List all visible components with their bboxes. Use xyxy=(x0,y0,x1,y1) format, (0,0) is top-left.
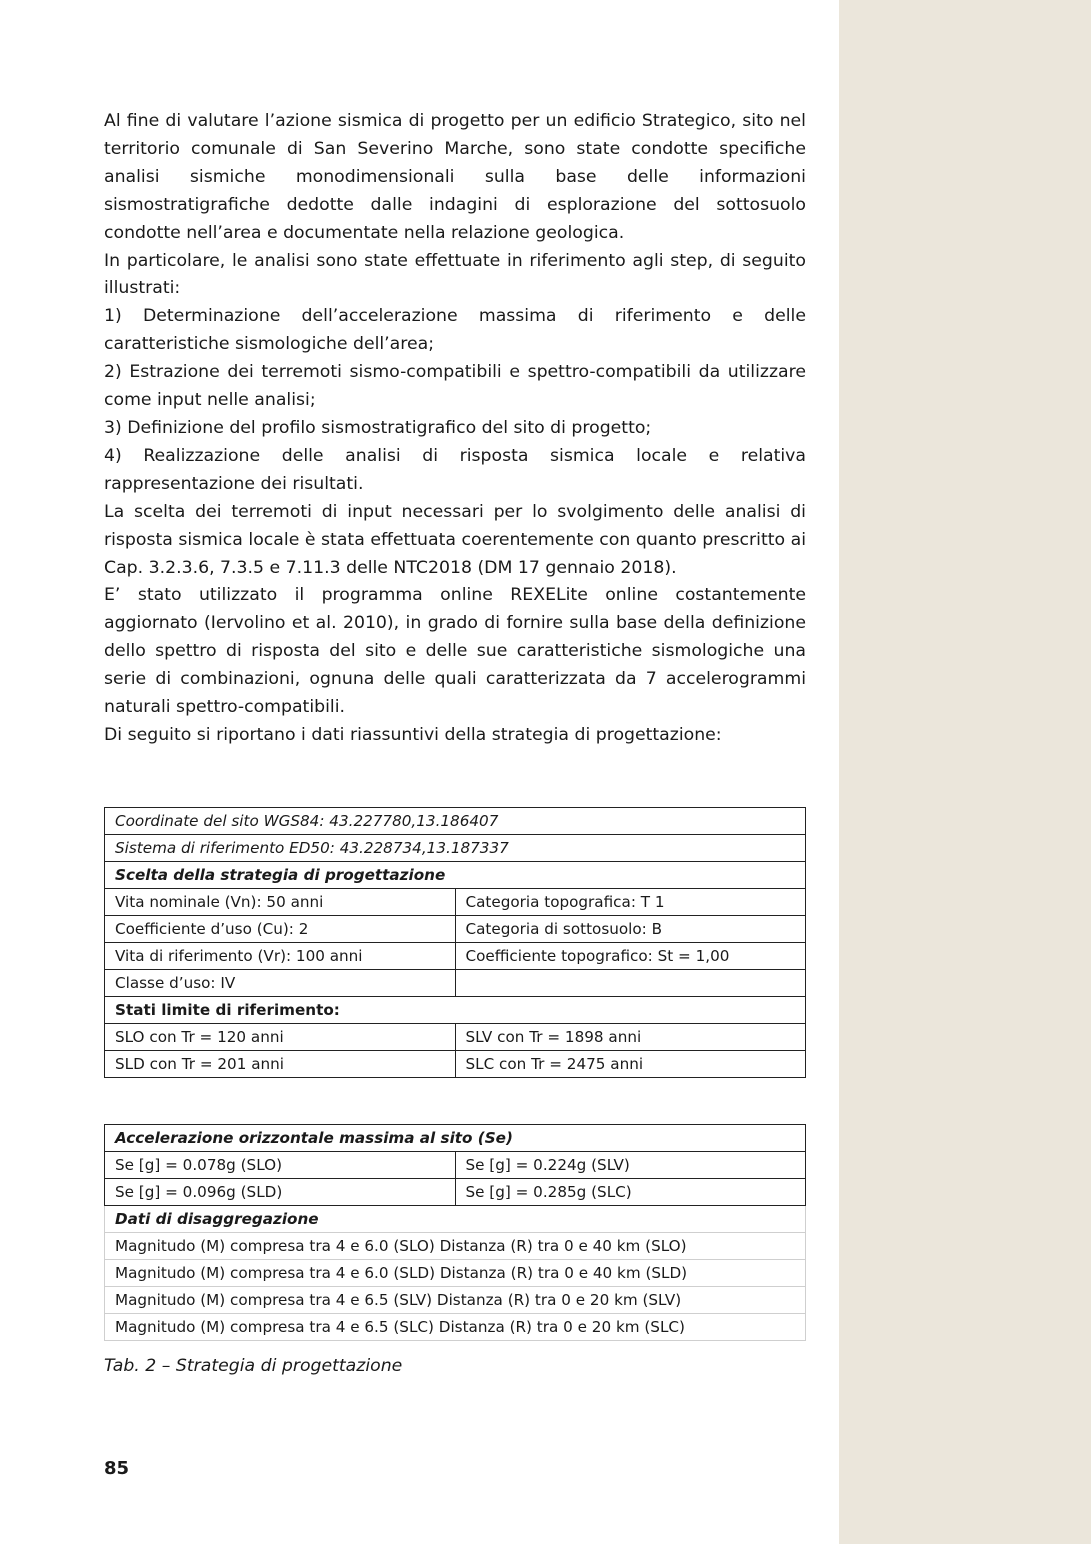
paragraph-step-3: 3) Definizione del profilo sismostratigrafico del sito di progetto; xyxy=(104,417,652,438)
table-cell: Se [g] = 0.285g (SLC) xyxy=(455,1179,806,1206)
table-row xyxy=(105,1051,806,1078)
table-caption: Tab. 2 – Strategia di progettazione xyxy=(104,1356,403,1376)
accel-header-cell: Accelerazione orizzontale massima al sito (Se) xyxy=(105,1125,806,1152)
paragraph-intro: Al fine di valutare l’azione sismica di progetto per un edificio Strategico, sito nel territorio comunale di San Severino Marche, sono state condotte specifiche analisi sismiche monodimensionali sulla base delle informazioni sismostratigrafiche dedotte dalle indagini di esplorazione del sottosuolo condotte nell’area e documentate nella relazione geologica. xyxy=(104,111,806,243)
table-cell-empty xyxy=(455,970,806,997)
disagg-cell: Magnitudo (M) compresa tra 4 e 6.5 (SLC) Distanza (R) tra 0 e 20 km (SLC) xyxy=(105,1314,806,1341)
paragraph-earthquake-choice: La scelta dei terremoti di input necessari per lo svolgimento delle analisi di risposta sismica locale è stata effettuata coerentemente con quanto prescritto ai Cap. 3.2.3.6, 7.3.5 e 7.11.3 delle NTC2018 (DM 17 gennaio 2018). xyxy=(104,501,806,578)
body-text-block xyxy=(104,108,806,750)
disagg-cell: Magnitudo (M) compresa tra 4 e 6.0 (SLD) Distanza (R) tra 0 e 40 km (SLD) xyxy=(105,1260,806,1287)
table-row xyxy=(105,1314,806,1341)
table-row xyxy=(105,1287,806,1314)
table-cell: Se [g] = 0.224g (SLV) xyxy=(455,1152,806,1179)
table-row xyxy=(105,997,806,1024)
paragraph-step-1: 1) Determinazione dell’accelerazione massima di riferimento e delle caratteristiche sismologiche dell’area; xyxy=(104,306,806,355)
design-strategy-table xyxy=(104,807,806,1078)
table-cell: SLD con Tr = 201 anni xyxy=(105,1051,456,1078)
table-row xyxy=(105,1125,806,1152)
table-cell: Categoria topografica: T 1 xyxy=(455,889,806,916)
table-cell: Categoria di sottosuolo: B xyxy=(455,916,806,943)
table-row xyxy=(105,808,806,835)
table-cell: Coefficiente topografico: St = 1,00 xyxy=(455,943,806,970)
table-cell: Coefficiente d’uso (Cu): 2 xyxy=(105,916,456,943)
disagg-cell: Magnitudo (M) compresa tra 4 e 6.0 (SLO) Distanza (R) tra 0 e 40 km (SLO) xyxy=(105,1233,806,1260)
table-cell: Vita di riferimento (Vr): 100 anni xyxy=(105,943,456,970)
disagg-cell: Magnitudo (M) compresa tra 4 e 6.5 (SLV) Distanza (R) tra 0 e 20 km (SLV) xyxy=(105,1287,806,1314)
paragraph-rexelite: E’ stato utilizzato il programma online REXELite online costantemente aggiornato (Iervolino et al. 2010), in grado di fornire sulla base della definizione dello spettro di risposta del sito e delle sue caratteristiche sismologiche una serie di combinazioni, ognuna delle quali caratterizzata da 7 accelerogrammi naturali spettro-compatibili. xyxy=(104,585,806,718)
table-cell: Se [g] = 0.096g (SLD) xyxy=(105,1179,456,1206)
table-row xyxy=(105,862,806,889)
table-cell: Se [g] = 0.078g (SLO) xyxy=(105,1152,456,1179)
table-row xyxy=(105,835,806,862)
table-row xyxy=(105,1152,806,1179)
table-row xyxy=(105,1233,806,1260)
table-row xyxy=(105,970,806,997)
paragraph-summary-intro: Di seguito si riportano i dati riassuntivi della strategia di progettazione: xyxy=(104,724,722,745)
table-row xyxy=(105,1260,806,1287)
coords-wgs84-cell: Coordinate del sito WGS84: 43.227780,13.186407 xyxy=(105,808,806,835)
table-cell: SLC con Tr = 2475 anni xyxy=(455,1051,806,1078)
page-number: 85 xyxy=(104,1458,130,1479)
table-cell: Classe d’uso: IV xyxy=(105,970,456,997)
table-row xyxy=(105,943,806,970)
limits-header-cell: Stati limite di riferimento: xyxy=(105,997,806,1024)
table-cell: SLO con Tr = 120 anni xyxy=(105,1024,456,1051)
table-row xyxy=(105,1179,806,1206)
table-row xyxy=(105,1206,806,1233)
acceleration-table xyxy=(104,1124,806,1341)
coords-ed50-cell: Sistema di riferimento ED50: 43.228734,13.187337 xyxy=(105,835,806,862)
strategy-header-cell: Scelta della strategia di progettazione xyxy=(105,862,806,889)
paragraph-step-2: 2) Estrazione dei terremoti sismo-compatibili e spettro-compatibili da utilizzare come input nelle analisi; xyxy=(104,362,806,411)
paragraph-step-4: 4) Realizzazione delle analisi di risposta sismica locale e relativa rappresentazione dei risultati. xyxy=(104,445,806,494)
table-row xyxy=(105,1024,806,1051)
table-row xyxy=(105,916,806,943)
page-side-band xyxy=(839,0,1091,1544)
table-cell: SLV con Tr = 1898 anni xyxy=(455,1024,806,1051)
disagg-header-cell: Dati di disaggregazione xyxy=(105,1206,806,1233)
paragraph-steps-intro: In particolare, le analisi sono state effettuate in riferimento agli step, di seguito illustrati: xyxy=(104,250,806,299)
table-cell: Vita nominale (Vn): 50 anni xyxy=(105,889,456,916)
table-row xyxy=(105,889,806,916)
